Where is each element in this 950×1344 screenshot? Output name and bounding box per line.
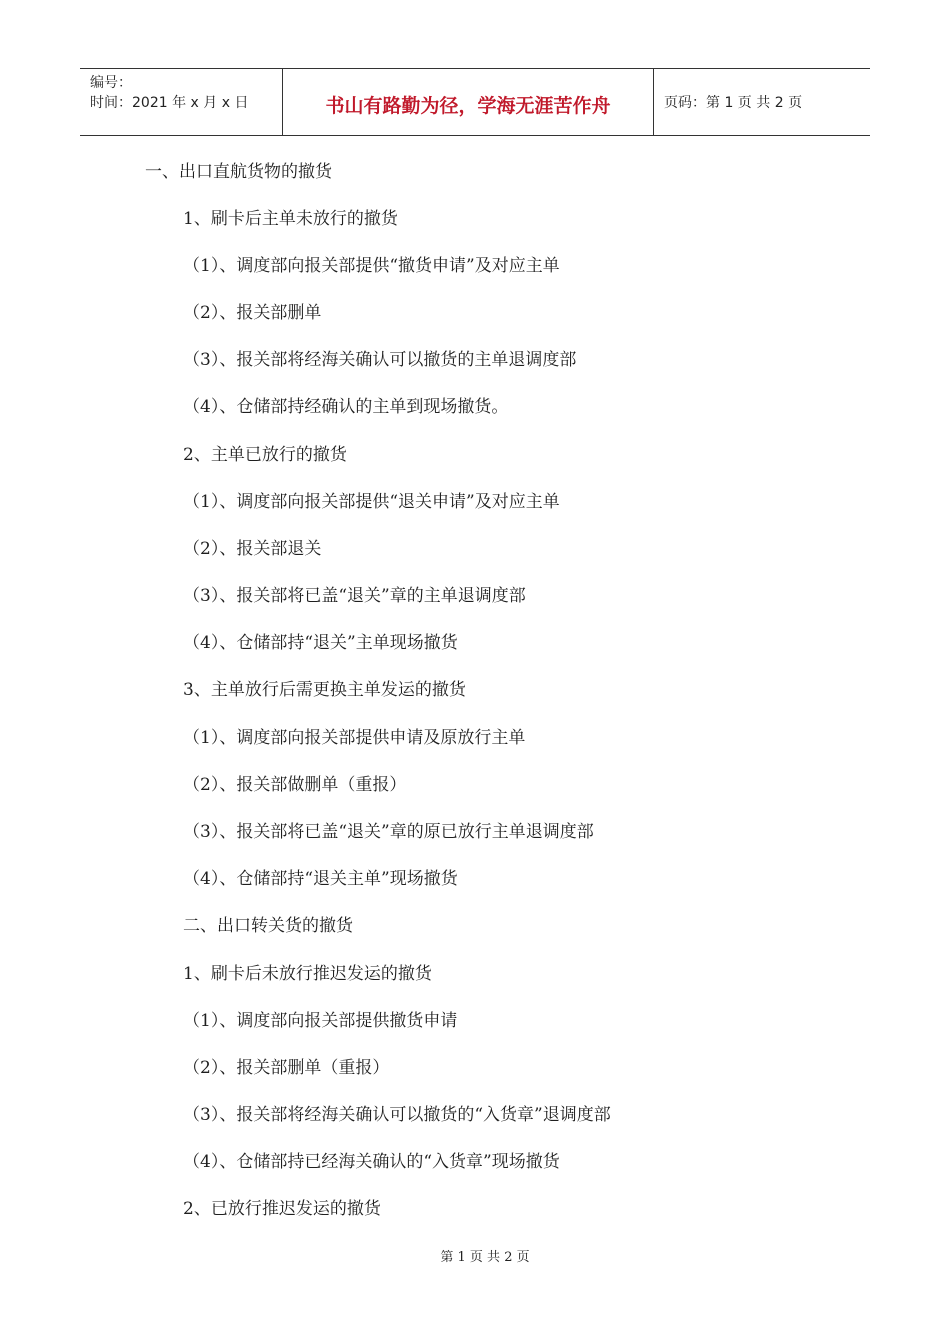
- number-label: 编号：: [90, 75, 132, 91]
- list-item: （2）、报关部删单（重报）: [183, 1058, 390, 1078]
- subsection-heading: 1、刷卡后未放行推迟发运的撤货: [183, 964, 432, 984]
- list-item: （1）、调度部向报关部提供申请及原放行主单: [183, 728, 526, 748]
- list-item: （4）、仓储部持已经海关确认的“入货章”现场撤货: [183, 1152, 560, 1172]
- section-heading: 一、出口直航货物的撤货: [145, 162, 332, 182]
- header-meta: [80, 69, 282, 135]
- list-item: （3）、报关部将已盖“退关”章的主单退调度部: [183, 586, 526, 606]
- subsection-heading: 1、刷卡后主单未放行的撤货: [183, 209, 398, 229]
- list-item: （2）、报关部退关: [183, 539, 322, 559]
- document-header: [80, 68, 870, 136]
- subsection-heading: 2、主单已放行的撤货: [183, 445, 347, 465]
- list-item: （1）、调度部向报关部提供“退关申请”及对应主单: [183, 492, 560, 512]
- list-item: （3）、报关部将经海关确认可以撤货的主单退调度部: [183, 350, 577, 370]
- list-item: （1）、调度部向报关部提供撤货申请: [183, 1011, 458, 1031]
- section-heading: 二、出口转关货的撤货: [183, 916, 353, 936]
- list-item: （4）、仓储部持“退关”主单现场撤货: [183, 633, 458, 653]
- page-footer: 第 1 页 共 2 页: [440, 1250, 530, 1265]
- header-motto: 书山有路勤为径，学海无涯苦作舟: [282, 69, 654, 135]
- list-item: （1）、调度部向报关部提供“撤货申请”及对应主单: [183, 256, 560, 276]
- list-item: （3）、报关部将经海关确认可以撤货的“入货章”退调度部: [183, 1105, 611, 1125]
- list-item: （2）、报关部做删单（重报）: [183, 775, 407, 795]
- subsection-heading: 3、主单放行后需更换主单发运的撤货: [183, 680, 466, 700]
- list-item: （4）、仓储部持经确认的主单到现场撤货。: [183, 397, 509, 417]
- subsection-heading: 2、已放行推迟发运的撤货: [183, 1199, 381, 1219]
- list-item: （2）、报关部删单: [183, 303, 322, 323]
- list-item: （4）、仓储部持“退关主单”现场撤货: [183, 869, 458, 889]
- time-label: 时间：2021 年 x 月 x 日: [90, 95, 249, 111]
- header-page-info: 页码：第 1 页 共 2 页: [664, 95, 803, 111]
- list-item: （3）、报关部将已盖“退关”章的原已放行主单退调度部: [183, 822, 594, 842]
